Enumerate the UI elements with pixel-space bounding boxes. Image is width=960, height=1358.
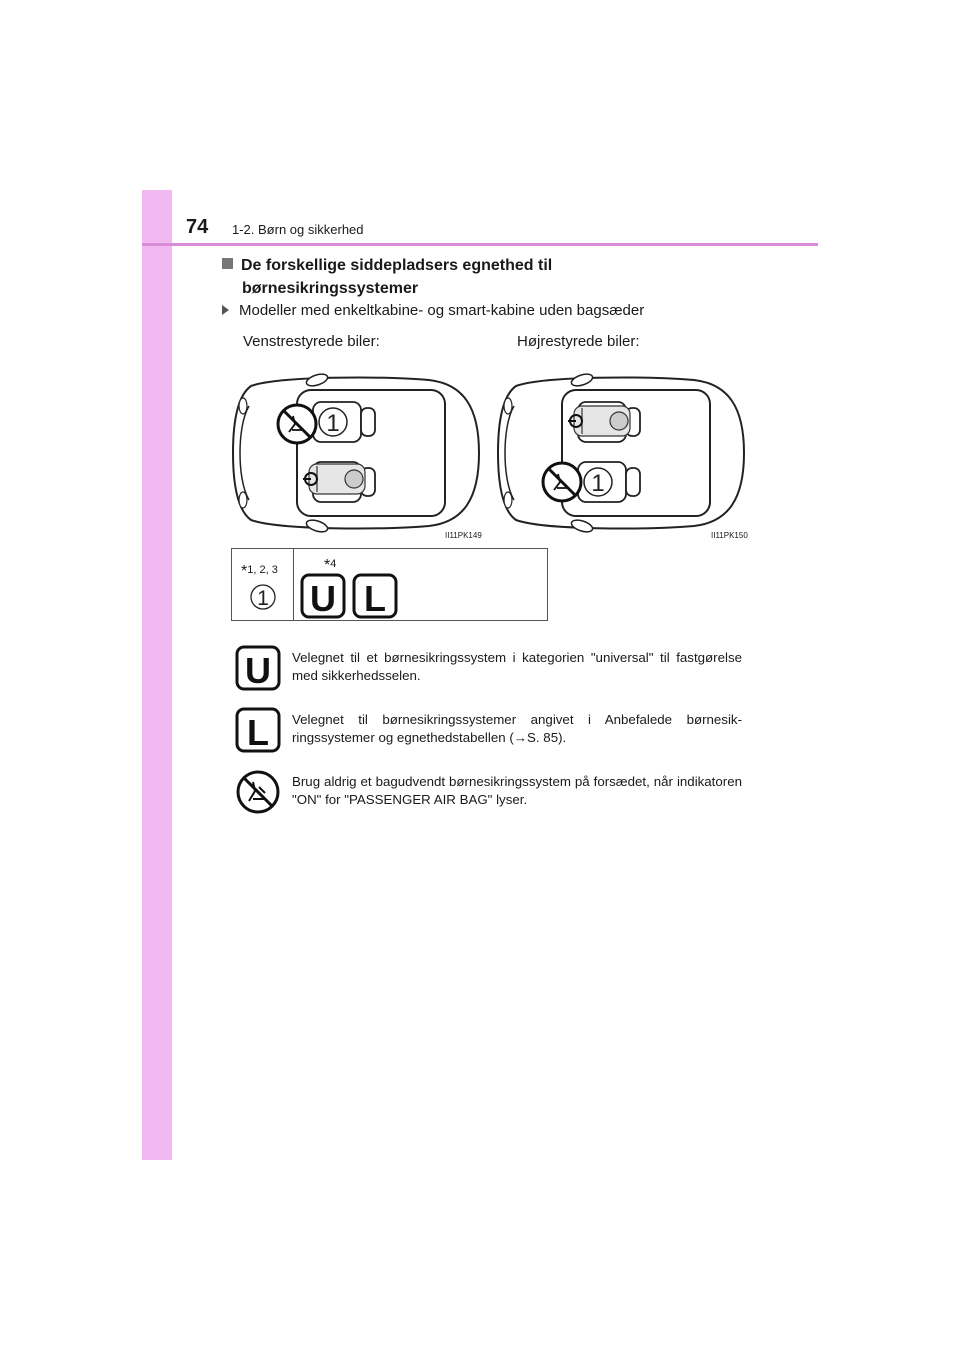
left-diagram-code: II11PK149 bbox=[445, 531, 482, 540]
header-rule bbox=[142, 243, 818, 246]
l-listed-legend-icon bbox=[235, 707, 281, 753]
seat-number-left: 1 bbox=[326, 410, 340, 437]
square-bullet-icon bbox=[222, 258, 233, 269]
l-listed-icon bbox=[352, 573, 398, 619]
legend-text-l: Velegnet til børnesikringssystemer angivet i Anbefalede børnesikringssystemer og egnethedstabellen (→S. 85). bbox=[292, 712, 742, 745]
suitability-table bbox=[231, 548, 548, 621]
svg-text:U: U bbox=[245, 650, 271, 691]
footnote-ref-2: *4 bbox=[324, 557, 337, 574]
no-rear-facing-seat-icon bbox=[235, 769, 281, 815]
triangle-bullet-icon bbox=[222, 305, 229, 315]
right-drive-car-diagram bbox=[494, 368, 749, 538]
seat-number-right: 1 bbox=[591, 470, 605, 497]
table-divider bbox=[293, 549, 294, 620]
subheading: Modeller med enkeltkabine- og smart-kabine uden bagsæder bbox=[222, 302, 644, 319]
svg-text:L: L bbox=[247, 712, 269, 753]
heading: De forskellige siddepladsers egnethed til børnesikringssystemer bbox=[222, 254, 552, 300]
right-drive-label: Højrestyrede biler: bbox=[517, 333, 640, 350]
svg-text:L: L bbox=[364, 578, 386, 619]
u-universal-legend-icon bbox=[235, 645, 281, 691]
page-number: 74 bbox=[186, 216, 209, 238]
section-title: 1-2. Børn og sikkerhed bbox=[232, 222, 364, 237]
left-drive-label: Venstrestyrede biler: bbox=[243, 333, 380, 350]
legend-text-u: Velegnet til et børnesikringssystem i kategorien "universal" til fastgørelse med sikkerhedsselen. bbox=[292, 650, 742, 683]
svg-text:1: 1 bbox=[257, 587, 269, 610]
legend-text-no-rear-facing: Brug aldrig et bagudvendt børnesikringssystem på forsædet, når indikatoren "ON" for "PASSENGER AIR BAG" lyser. bbox=[292, 774, 742, 807]
seat-number-icon bbox=[248, 582, 278, 612]
footnote-ref-1: *1, 2, 3 bbox=[241, 563, 278, 580]
side-tab bbox=[142, 190, 172, 1160]
svg-text:U: U bbox=[310, 578, 336, 619]
right-diagram-code: II11PK150 bbox=[711, 531, 748, 540]
u-universal-icon bbox=[300, 573, 346, 619]
left-drive-car-diagram bbox=[229, 368, 484, 538]
